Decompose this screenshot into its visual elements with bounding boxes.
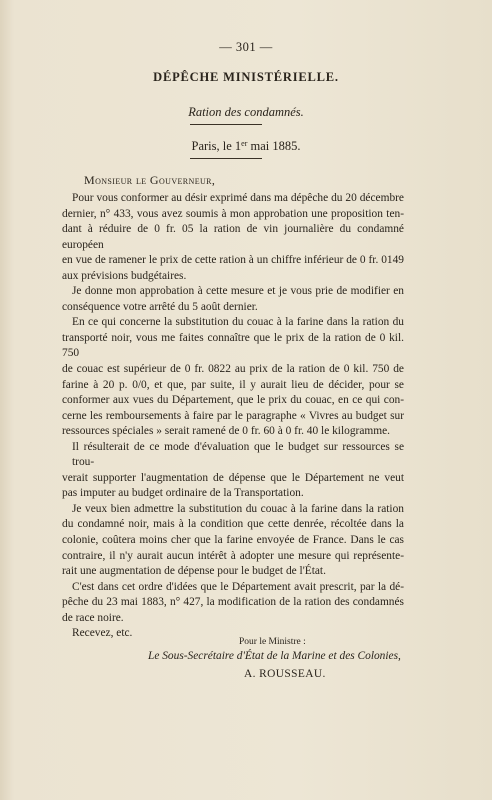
date-text: Paris, le 1: [191, 139, 242, 153]
divider-rule-bottom: [190, 158, 262, 159]
text-line: cerne les remboursements à faire par le paragraphe « Vivres au budget sur: [62, 409, 404, 422]
text-line: ressources spéciales » serait ramené de 0 fr. 60 à 0 fr. 40 le kilogramme.: [62, 425, 390, 438]
text-line: Recevez, etc.: [72, 627, 133, 640]
text-line: conséquence votre arrêté du 5 août dernier.: [62, 300, 258, 313]
paragraph: [62, 580, 404, 627]
paragraph: [62, 440, 404, 502]
text-line: pêche du 23 mai 1883, n° 427, la modification de la ration des condamnés: [62, 596, 404, 609]
page-number: — 301 —: [219, 40, 273, 54]
text-line: En ce qui concerne la substitution du couac à la farine dans la ration du: [72, 316, 404, 329]
document-title: DÉPÊCHE MINISTÉRIELLE.: [153, 70, 339, 84]
text-line: rait une augmentation de dépense pour le budget de l'État.: [62, 565, 326, 578]
letter-body: [62, 191, 404, 642]
text-line: de couac est supérieur de 0 fr. 0822 au prix de la ration de 0 kil. 750 de: [62, 363, 404, 376]
text-line: Il résulterait de ce mode d'évaluation que le budget sur ressources se trou-: [72, 440, 404, 469]
signature-name: A. ROUSSEAU.: [244, 668, 326, 680]
divider-rule-top: [190, 124, 262, 125]
date-text-end: mai 1885.: [247, 139, 301, 153]
text-line: Je veux bien admettre la substitution du couac à la farine dans la ration: [72, 502, 404, 515]
text-line: aux prévisions budgétaires.: [62, 269, 187, 282]
paragraph: [62, 626, 404, 642]
text-line: Je donne mon approbation à cette mesure et je vous prie de modifier en: [72, 285, 404, 298]
text-line: transporté noir, vous me faites connaître que le prix de la ration de 0 kil. 750: [62, 331, 404, 360]
salutation: Monsieur le Gouverneur,: [84, 173, 216, 187]
text-line: Pour vous conformer au désir exprimé dans ma dépêche du 20 décembre: [72, 192, 404, 204]
date-line: [0, 139, 492, 154]
text-line: dant à réduire de 0 fr. 05 la ration de vin journalière du condamné européen: [62, 223, 404, 251]
text-line: C'est dans cet ordre d'idées que le Département avait prescrit, par la dé-: [72, 580, 404, 593]
text-line: conformer aux vues du Département, que le prix du couac, en ce qui con-: [62, 394, 404, 407]
signature-title: Le Sous-Secrétaire d'État de la Marine et des Colonies,: [148, 650, 401, 662]
paragraph: [62, 284, 404, 315]
text-line: colonie, coûtera moins cher que la farine envoyée de France. Dans le cas: [62, 534, 404, 547]
date-superscript: er: [241, 139, 248, 148]
text-line: verait supporter l'augmentation de dépense que le Département ne veut: [62, 471, 404, 484]
text-line: du condamné noir, mais à la condition que cette denrée, récoltée dans la: [62, 518, 404, 531]
paragraph: [62, 502, 404, 580]
document-subtitle: Ration des condamnés.: [188, 105, 304, 119]
text-line: farine à 20 p. 0/0, et que, par suite, il y aurait lieu de décider, pour se: [62, 378, 404, 391]
text-line: de race noire.: [62, 611, 124, 624]
text-line: dernier, n° 433, vous avez soumis à mon approbation une proposition ten-: [62, 207, 404, 220]
text-line: contraire, il n'y aurait aucun intérêt à adopter une mesure qui représente-: [62, 549, 404, 562]
signature-intro: Pour le Ministre :: [239, 637, 306, 647]
paragraph: [62, 315, 404, 439]
text-line: en vue de ramener le prix de cette ration à un chiffre inférieur de 0 fr. 0149: [62, 254, 404, 267]
text-line: pas imputer au budget ordinaire de la Transportation.: [62, 487, 304, 500]
paragraph: [62, 191, 404, 284]
